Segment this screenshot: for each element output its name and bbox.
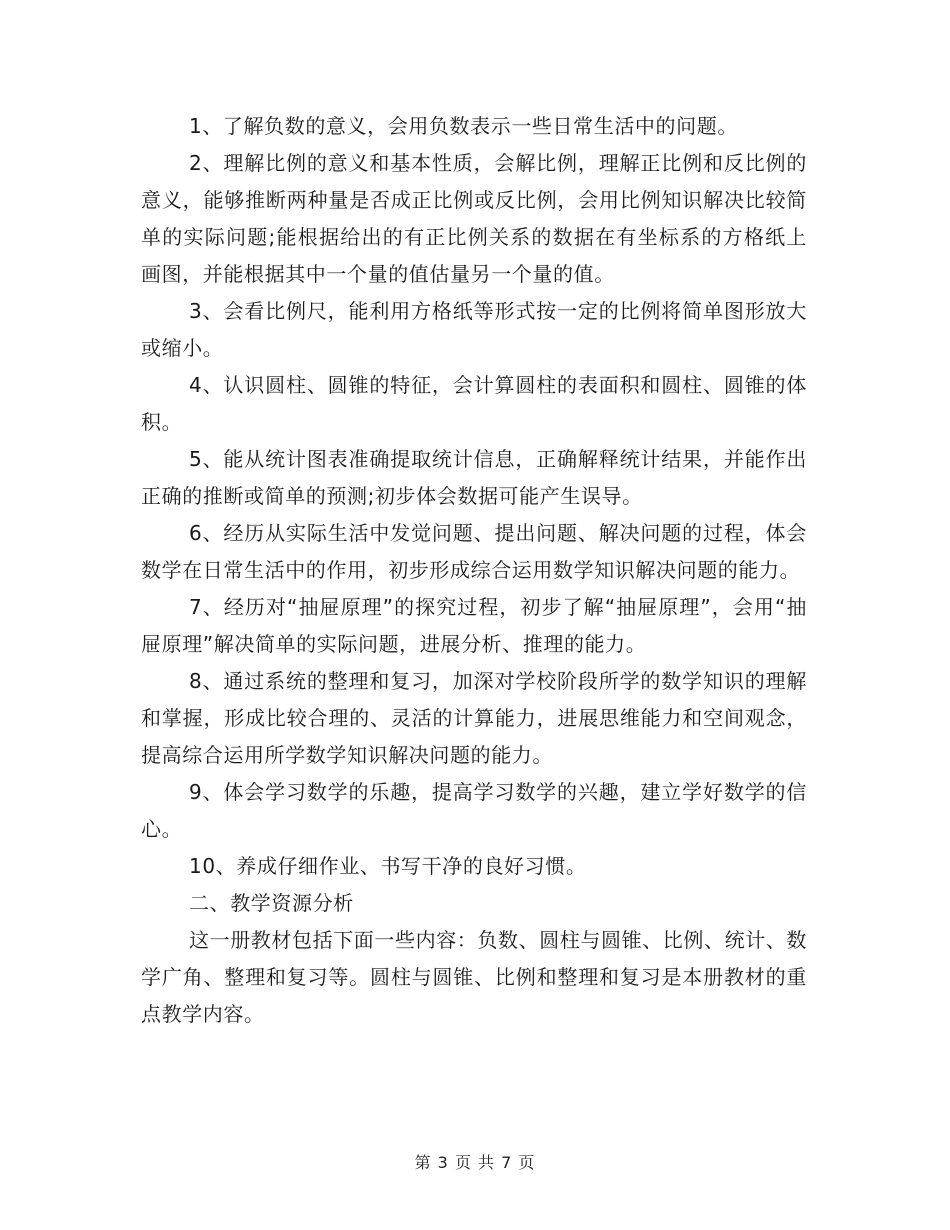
document-body bbox=[141, 108, 807, 1033]
paragraph-objective-8: 8、通过系统的整理和复习，加深对学校阶段所学的数学知识的理解和掌握，形成比较合理的、灵活的计算能力，进展思维能力和空间观念，提高综合运用所学数学知识解决问题的能力。 bbox=[141, 669, 807, 767]
paragraph-objective-7: 7、经历对“抽屉原理”的探究过程，初步了解“抽屉原理”，会用“抽屉原理”解决简单的实际问题，进展分析、推理的能力。 bbox=[141, 595, 807, 656]
paragraph-objective-1: 1、了解负数的意义，会用负数表示一些日常生活中的问题。 bbox=[189, 114, 738, 138]
paragraph-objective-9: 9、体会学习数学的乐趣，提高学习数学的兴趣，建立学好数学的信心。 bbox=[141, 780, 807, 841]
page-number-footer: 第 3 页 共 7 页 bbox=[414, 1153, 536, 1172]
section-heading: 二、教学资源分析 bbox=[189, 891, 354, 915]
paragraph-objective-4: 4、认识圆柱、圆锥的特征，会计算圆柱的表面积和圆柱、圆锥的体积。 bbox=[141, 373, 807, 434]
paragraph-objective-5: 5、能从统计图表准确提取统计信息，正确解释统计结果，并能作出正确的推断或简单的预测;初步体会数据可能产生误导。 bbox=[141, 447, 807, 508]
paragraph-objective-2: 2、理解比例的意义和基本性质，会解比例，理解正比例和反比例的意义，能够推断两种量是否成正比例或反比例，会用比例知识解决比较简单的实际问题;能根据给出的有正比例关系的数据在有坐标系的方格纸上画图，并能根据其中一个量的值估量另一个量的值。 bbox=[141, 151, 807, 286]
paragraph-objective-10: 10、养成仔细作业、书写干净的良好习惯。 bbox=[189, 854, 587, 878]
paragraph-objective-6: 6、经历从实际生活中发觉问题、提出问题、解决问题的过程，体会数学在日常生活中的作用，初步形成综合运用数学知识解决问题的能力。 bbox=[141, 521, 807, 582]
paragraph-resource-analysis: 这一册教材包括下面一些内容：负数、圆柱与圆锥、比例、统计、数学广角、整理和复习等。圆柱与圆锥、比例和整理和复习是本册教材的重点教学内容。 bbox=[141, 928, 807, 1026]
paragraph-objective-3: 3、会看比例尺，能利用方格纸等形式按一定的比例将简单图形放大或缩小。 bbox=[141, 299, 807, 360]
